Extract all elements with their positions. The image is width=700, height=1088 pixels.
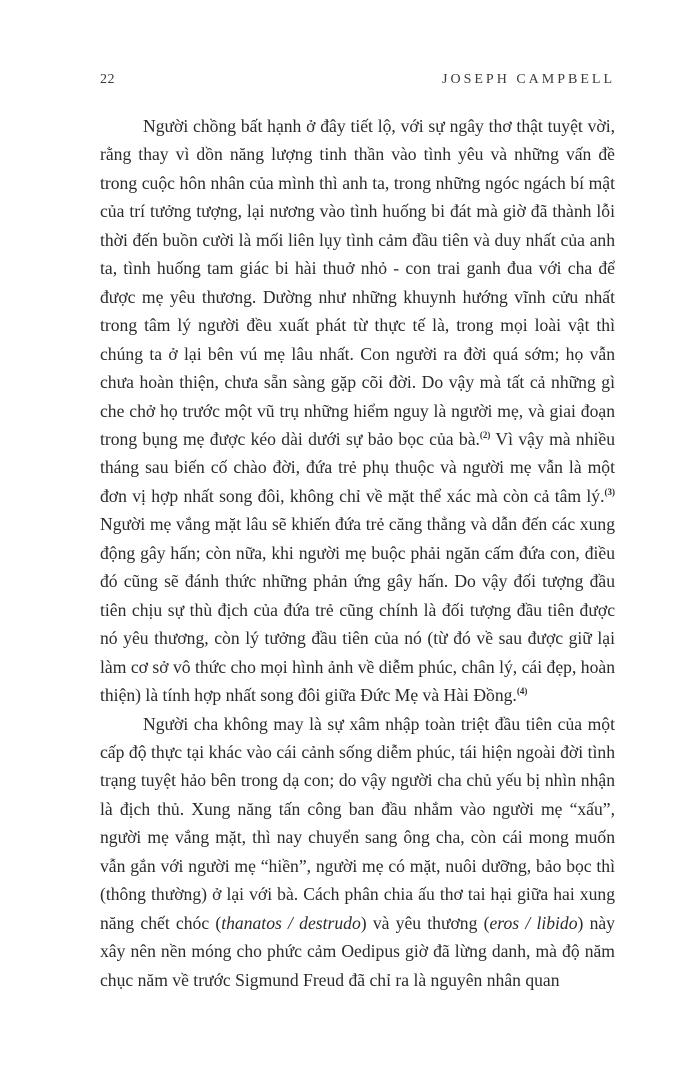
paragraph-2-text-a: Người cha không may là sự xâm nhập toàn triệt đầu tiên của một cấp độ thực tại khác vào cái cảnh sống diễm phúc, tái hiện ngoài đời tình trạng tuyệt hảo bên trong dạ con; do vậy người cha chủ yếu bị nhìn nhận là địch thủ. Xung năng tấn công ban đầu nhắm vào người mẹ “xấu”, người mẹ vắng mặt, thì nay chuyển sang ông cha, còn cái mong muốn vẫn gắn với người mẹ “hiền”, người mẹ có mặt, nuôi dưỡng, bảo bọc thì (thông thường) ở lại với bà. Cách phân chia ấu thơ tai hại giữa hai xung năng chết chóc ( <box>100 713 615 933</box>
paragraph-2-text-b: ) và yêu thương ( <box>360 912 490 933</box>
running-head-author: JOSEPH CAMPBELL <box>442 72 615 87</box>
page-header <box>100 72 615 92</box>
paragraph-2 <box>100 710 615 995</box>
paragraph-1-text-b: Vì vậy mà nhiều tháng sau biến cố chào đời, đứa trẻ phụ thuộc và người mẹ vẫn là một đơn vị hợp nhất song đôi, không chỉ về mặt thể xác mà còn cả tâm lý. <box>100 428 615 506</box>
body-text <box>100 112 615 994</box>
page-number: 22 <box>100 72 115 87</box>
paragraph-2-text-c: ) này xây nên nền móng cho phức cảm Oedipus giờ đã lừng danh, mà độ năm chục năm về trước Sigmund Freud đã chỉ ra là nguyên nhân quan <box>100 912 615 990</box>
term-thanatos-destrudo: thanatos / destrudo <box>221 912 361 933</box>
paragraph-1-text-c: Người mẹ vắng mặt lâu sẽ khiến đứa trẻ căng thẳng và dẫn đến các xung động gây hấn; còn nữa, khi người mẹ buộc phải ngăn cấm đứa con, điều đó cũng sẽ đánh thức những phản ứng gây hấn. Do vậy đối tượng đầu tiên chịu sự thù địch của đứa trẻ cũng chính là đối tượng đầu tiên được nó yêu thương, còn lý tưởng đầu tiên của nó (từ đó về sau được giữ lại làm cơ sở vô thức cho mọi hình ảnh về diễm phúc, chân lý, cái đẹp, hoàn thiện) là tính hợp nhất song đôi giữa Đức Mẹ và Hài Đồng. <box>100 514 615 706</box>
paragraph-1 <box>100 112 615 710</box>
footnote-ref-3: (3) <box>604 487 615 498</box>
term-eros-libido: eros / libido <box>489 912 578 933</box>
footnote-ref-2: (2) <box>479 430 491 441</box>
footnote-ref-4: (4) <box>516 686 528 697</box>
paragraph-1-text-a: Người chồng bất hạnh ở đây tiết lộ, với sự ngây thơ thật tuyệt vời, rằng thay vì dồn năng lượng tinh thần vào tình yêu và những vấn đề trong cuộc hôn nhân của mình thì anh ta, trong những ngóc ngách bí mật của trí tưởng tượng, lại nương vào tình huống bi đát mà giờ đã thành lỗi thời đến buồn cười là mối liên lụy tình cảm đầu tiên và duy nhất của anh ta, tình huống tam giác bi hài thuở nhỏ - con trai ganh đua với cha để được mẹ yêu thương. Dường như những khuynh hướng vĩnh cửu nhất trong tâm lý người đều xuất phát từ thực tế là, trong mọi loài vật thì chúng ta ở lại bên vú mẹ lâu nhất. Con người ra đời quá sớm; họ vẫn chưa hoàn thiện, chưa sẵn sàng gặp cõi đời. Do vậy mà tất cả những gì che chở họ trước một vũ trụ những hiểm nguy là người mẹ, và giai đoạn trong bụng mẹ được kéo dài dưới sự bảo bọc của bà. <box>100 116 615 449</box>
